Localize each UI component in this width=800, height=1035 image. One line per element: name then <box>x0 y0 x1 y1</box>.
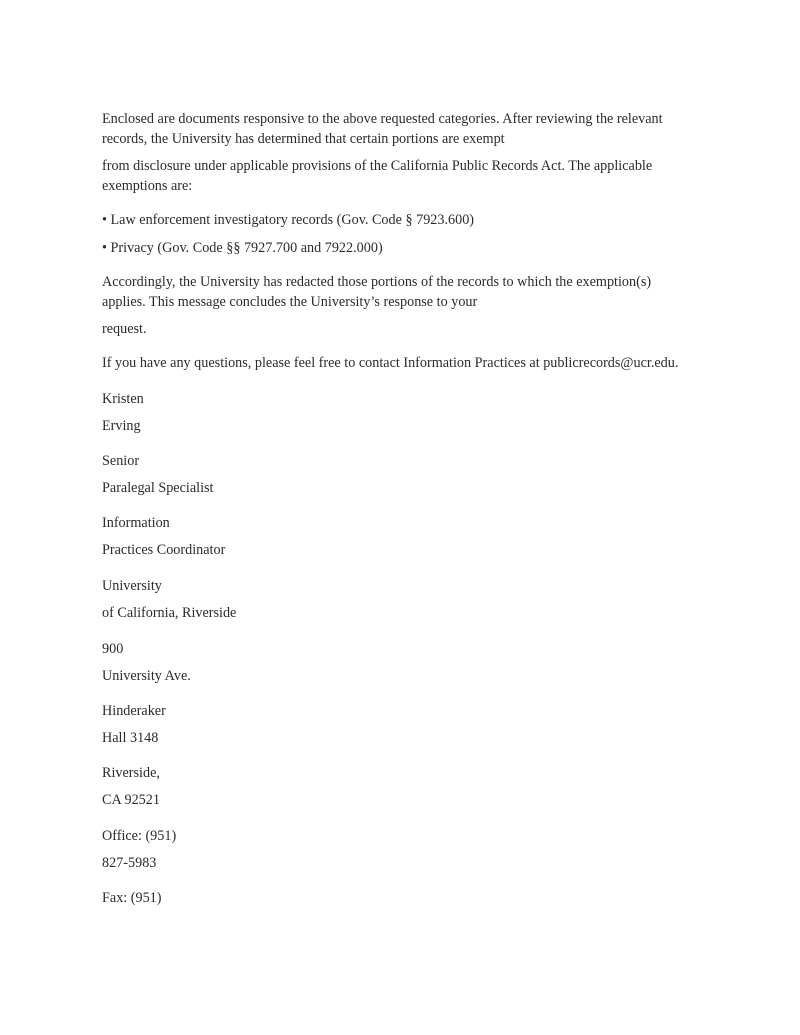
signature-line: Erving <box>102 418 141 434</box>
paragraph-accordingly <box>102 272 702 312</box>
paragraph-contact: If you have any questions, please feel free to contact Information Practices at publicrecords@ucr.edu. <box>102 355 679 371</box>
signature-line: 900 <box>102 641 124 657</box>
signature-line: Kristen <box>102 391 144 407</box>
bullet-law-enforcement: • Law enforcement investigatory records (Gov. Code § 7923.600) <box>102 212 475 228</box>
signature-line: University <box>102 578 162 594</box>
signature-line: Office: (951) <box>102 828 177 844</box>
signature-line: Senior <box>102 453 140 469</box>
text-line: exemptions are: <box>102 178 193 194</box>
letter-body <box>102 109 702 908</box>
signature-line: Hinderaker <box>102 703 166 719</box>
paragraph-disclosure <box>102 156 702 196</box>
signature-block <box>102 389 702 908</box>
signature-line: of California, Riverside <box>102 605 237 621</box>
paragraph-request: request. <box>102 321 147 337</box>
paragraph-enclosed <box>102 109 702 149</box>
text-line: applies. This message concludes the University’s response to your <box>102 294 478 310</box>
signature-line: 827-5983 <box>102 855 157 871</box>
signature-line: Paralegal Specialist <box>102 480 214 496</box>
signature-line: Information <box>102 515 170 531</box>
text-line: from disclosure under applicable provisions of the California Public Records Act. The applicable <box>102 158 653 174</box>
text-line: Enclosed are documents responsive to the above requested categories. After reviewing the relevant <box>102 111 663 127</box>
signature-line: University Ave. <box>102 668 191 684</box>
signature-line: Riverside, <box>102 765 160 781</box>
signature-line: Hall 3148 <box>102 730 159 746</box>
signature-line: Fax: (951) <box>102 890 162 906</box>
signature-line: Practices Coordinator <box>102 542 226 558</box>
text-line: records, the University has determined that certain portions are exempt <box>102 131 505 147</box>
text-line: Accordingly, the University has redacted those portions of the records to which the exemption(s) <box>102 274 652 290</box>
signature-line: CA 92521 <box>102 792 160 808</box>
bullet-privacy: • Privacy (Gov. Code §§ 7927.700 and 7922.000) <box>102 240 383 256</box>
